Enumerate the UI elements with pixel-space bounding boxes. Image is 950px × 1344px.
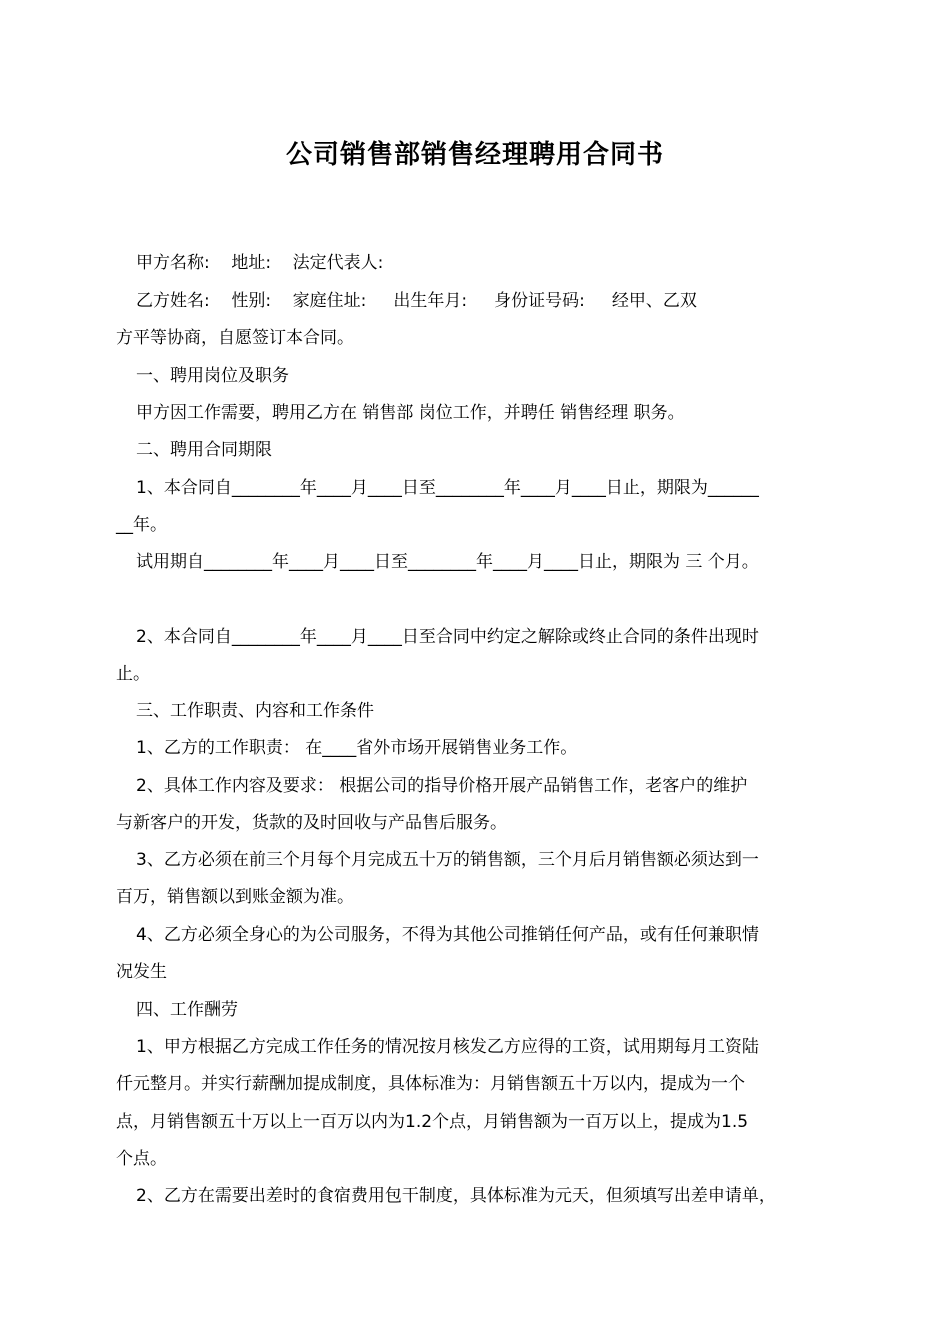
paragraph-4-1b: 仟元整月。并实行薪酬加提成制度，具体标准为：月销售额五十万以内，提成为一个: [116, 1074, 745, 1094]
paragraph-trial: 试用期自________年____月____日至________年____月____日止，期限为 三 个月。: [136, 552, 759, 572]
line-party-b: 乙方姓名: 性别: 家庭住址: 出生年月: 身份证号码: 经甲、乙双: [136, 291, 697, 311]
paragraph-3-2b: 与新客户的开发，货款的及时回收与产品售后服务。: [116, 813, 507, 833]
section-heading-3: 三、工作职责、内容和工作条件: [136, 701, 374, 721]
paragraph-2-2a: 2、本合同自________年____月____日至合同中约定之解除或终止合同的条件出现时: [136, 627, 759, 647]
paragraph-2-1a: 1、本合同自________年____月____日至________年____月____日止，期限为______: [136, 478, 759, 498]
section-heading-1: 一、聘用岗位及职务: [136, 366, 289, 386]
paragraph-4-1c: 点，月销售额五十万以上一百万以内为1.2个点，月销售额为一百万以上，提成为1.5: [116, 1112, 749, 1132]
paragraph-4-1a: 1、甲方根据乙方完成工作任务的情况按月核发乙方应得的工资，试用期每月工资陆: [136, 1037, 759, 1057]
paragraph-4-1d: 个点。: [116, 1149, 167, 1169]
section-heading-4: 四、工作酬劳: [136, 1000, 238, 1020]
paragraph-3-3b: 百万，销售额以到账金额为准。: [116, 887, 354, 907]
paragraph-3-2a: 2、具体工作内容及要求： 根据公司的指导价格开展产品销售工作，老客户的维护: [136, 776, 748, 796]
line-party-a: 甲方名称: 地址: 法定代表人:: [136, 253, 384, 273]
section-heading-2: 二、聘用合同期限: [136, 440, 272, 460]
paragraph-4-2a: 2、乙方在需要出差时的食宿费用包干制度，具体标准为元天，但须填写出差申请单，: [136, 1186, 776, 1206]
line-agreement: 方平等协商，自愿签订本合同。: [116, 328, 354, 348]
paragraph-1: 甲方因工作需要，聘用乙方在 销售部 岗位工作，并聘任 销售经理 职务。: [136, 403, 685, 423]
paragraph-3-4b: 况发生: [116, 962, 167, 982]
paragraph-2-1b: __年。: [116, 515, 167, 535]
paragraph-3-1: 1、乙方的工作职责： 在____省外市场开展销售业务工作。: [136, 738, 578, 758]
document-title: 公司销售部销售经理聘用合同书: [285, 140, 664, 170]
paragraph-2-2b: 止。: [116, 664, 150, 684]
paragraph-3-4a: 4、乙方必须全身心的为公司服务，不得为其他公司推销任何产品，或有任何兼职情: [136, 925, 759, 945]
paragraph-3-3a: 3、乙方必须在前三个月每个月完成五十万的销售额，三个月后月销售额必须达到一: [136, 850, 759, 870]
